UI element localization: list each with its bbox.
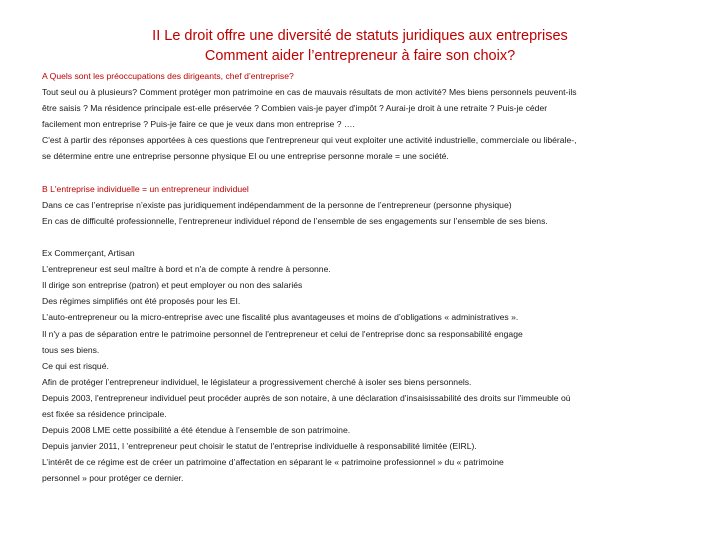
section-c-line: personnel » pour protéger ce dernier. — [42, 473, 184, 484]
section-c-line: Ex Commerçant, Artisan — [42, 248, 135, 259]
section-c-line: est fixée sa résidence principale. — [42, 408, 167, 419]
section-c-line: Il dirige son entreprise (patron) et peut employer ou non des salariés — [42, 280, 303, 291]
section-c-line: Des régimes simplifiés ont été proposés pour les EI. — [42, 296, 241, 307]
section-a-line: être saisis ? Ma résidence principale est-elle préservée ? Combien vais-je payer d'impôt ? Aurai-je droit à une retraite ? Puis-je céder — [42, 103, 548, 114]
title-line-1: II Le droit offre une diversité de statuts juridiques aux entreprises — [152, 28, 568, 44]
section-a-heading: A Quels sont les préoccupations des dirigeants, chef d’entreprise? — [42, 71, 294, 81]
section-a-line: Tout seul ou à plusieurs? Comment protéger mon patrimoine en cas de mauvais résultats de mon activité? Mes biens personnels peuvent-ils — [42, 87, 577, 98]
section-c-line: L’intérêt de ce régime est de créer un patrimoine d’affectation en séparant le « patrimoine professionnel » du « patrimoine — [42, 457, 504, 468]
document-body — [42, 68, 682, 486]
page-title — [0, 26, 720, 66]
section-a-line: facilement mon entreprise ? Puis-je faire ce que je veux dans mon entreprise ? …. — [42, 119, 355, 130]
title-line-2: Comment aider l’entrepreneur à faire son choix? — [204, 48, 516, 64]
section-c-line: L’entrepreneur est seul maître à bord et n'a de compte à rendre à personne. — [42, 264, 331, 275]
section-b-line: En cas de difficulté professionnelle, l’entrepreneur individuel répond de l’ensemble de ses engagements sur l’ensemble de ses biens. — [42, 215, 548, 226]
section-c-line: Depuis 2008 LME cette possibilité a été étendue à l’ensemble de son patrimoine. — [42, 425, 351, 436]
section-b-line: Dans ce cas l’entreprise n’existe pas juridiquement indépendamment de la personne de l’entrepreneur (personne physique) — [42, 199, 512, 210]
section-a-line: C'est à partir des réponses apportées à ces questions que l'entrepreneur qui veut exploiter une activité industrielle, commerciale ou libérale-, — [42, 135, 577, 146]
section-c-line: Depuis 2003, l'entrepreneur individuel peut procéder auprès de son notaire, à une déclaration d'insaisissabilité des droits sur l'immeuble où — [42, 392, 571, 403]
section-c-line: Il n'y a pas de séparation entre le patrimoine personnel de l'entrepreneur et celui de l'entreprise donc sa responsabilité engage — [42, 328, 523, 339]
spacer — [42, 165, 682, 181]
section-c-line: Ce qui est risqué. — [42, 360, 109, 371]
section-c-line: L’auto-entrepreneur ou la micro-entreprise avec une fiscalité plus avantageuses et moins de d’obligations « administratives ». — [42, 312, 519, 323]
section-a-line: se détermine entre une entreprise personne physique EI ou une entreprise personne morale = une société. — [42, 151, 449, 162]
spacer — [42, 229, 682, 245]
section-b-heading: B L'entreprise individuelle = un entrepreneur individuel — [42, 183, 249, 194]
section-c-line: Afin de protéger l’entrepreneur individuel, le législateur a progressivement cherché à isoler ses biens personnels. — [42, 376, 472, 387]
section-c-line: tous ses biens. — [42, 344, 100, 355]
section-c-line: Depuis janvier 2011, l ’entrepreneur peut choisir le statut de l'entreprise individuelle à responsabilité limitée (EIRL). — [42, 441, 477, 452]
